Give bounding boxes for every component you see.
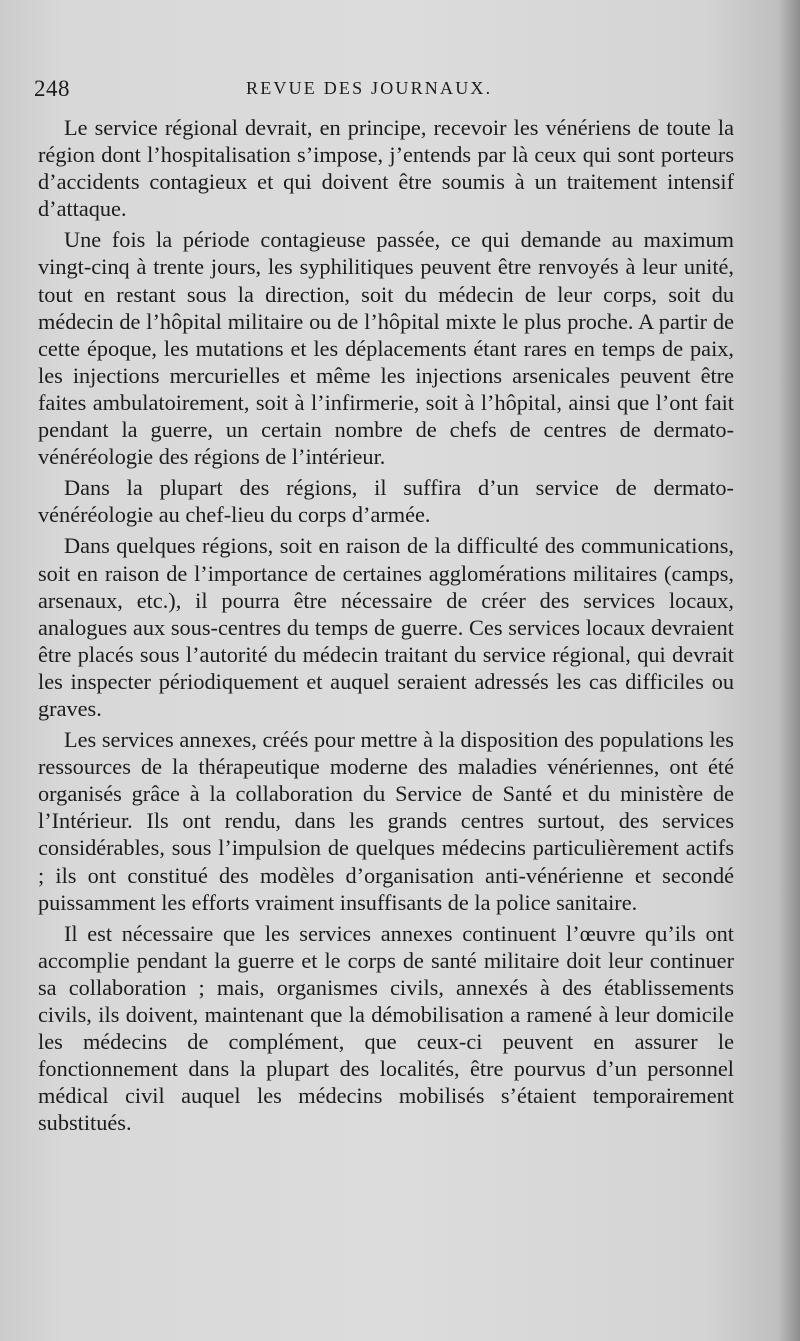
paragraph-1: Le service régional devrait, en principe, recevoir les vénériens de toute la région dont l’hospitalisation s’impose, j’entends par là ceux qui sont porteurs d’accidents contagieux et qui doivent être soumis à un traitement intensif d’attaque. bbox=[38, 115, 734, 222]
page-header bbox=[34, 76, 734, 106]
page-number: 248 bbox=[34, 76, 70, 101]
paragraph-3: Dans la plupart des régions, il suffira d’un service de dermato-vénéréologie au chef-lieu du corps d’armée. bbox=[38, 475, 734, 528]
paragraph-2: Une fois la période contagieuse passée, ce qui demande au maximum vingt-cinq à trente jours, les syphilitiques peuvent être renvoyés à leur unité, tout en restant sous la direction, soit du médecin de leur corps, soit du médecin de l’hôpital militaire ou de l’hôpital mixte le plus proche. A partir de cette époque, les mutations et les déplacements étant rares en temps de paix, les injections mercurielles et même les injections arsenicales peuvent être faites ambulatoirement, soit à l’infirmerie, soit à l’hôpital, ainsi que l’ont fait pendant la guerre, un certain nombre de chefs de centres de dermato-vénéréologie des régions de l’intérieur. bbox=[38, 227, 734, 470]
paragraph-5: Les services annexes, créés pour mettre à la disposition des populations les ressources de la thérapeutique moderne des maladies vénériennes, ont été organisés grâce à la collaboration du Service de Santé et du ministère de l’Intérieur. Ils ont rendu, dans les grands centres surtout, des services considérables, sous l’impulsion de quelques médecins particulièrement actifs ; ils ont constitué des modèles d’organisation anti-vénérienne et secondé puissamment les efforts vraiment insuffisants de la police sanitaire. bbox=[38, 727, 734, 915]
paragraph-6: Il est nécessaire que les services annexes continuent l’œuvre qu’ils ont accomplie pendant la guerre et le corps de santé militaire doit leur continuer sa collaboration ; mais, organismes civils, annexés à des établissements civils, ils doivent, maintenant que la démobilisation a ramené à leur domicile les médecins de complément, que ceux-ci peuvent en assurer le fonctionnement dans la plupart des localités, être pourvus d’un personnel médical civil auquel les médecins mobilisés s’étaient temporairement substitués. bbox=[38, 920, 734, 1136]
binding-shadow bbox=[778, 0, 800, 1341]
article-body bbox=[38, 114, 734, 1140]
running-title: REVUE DES JOURNAUX. bbox=[246, 78, 493, 98]
paragraph-4: Dans quelques régions, soit en raison de la difficulté des communications, soit en raison de l’importance de certaines agglomérations militaires (camps, arsenaux, etc.), il pourra être nécessaire de créer des services locaux, analogues aux sous-centres du temps de guerre. Ces services locaux devraient être placés sous l’autorité du médecin traitant du service régional, qui devrait les inspecter périodiquement et auquel seraient adressés les cas difficiles ou graves. bbox=[38, 533, 734, 721]
